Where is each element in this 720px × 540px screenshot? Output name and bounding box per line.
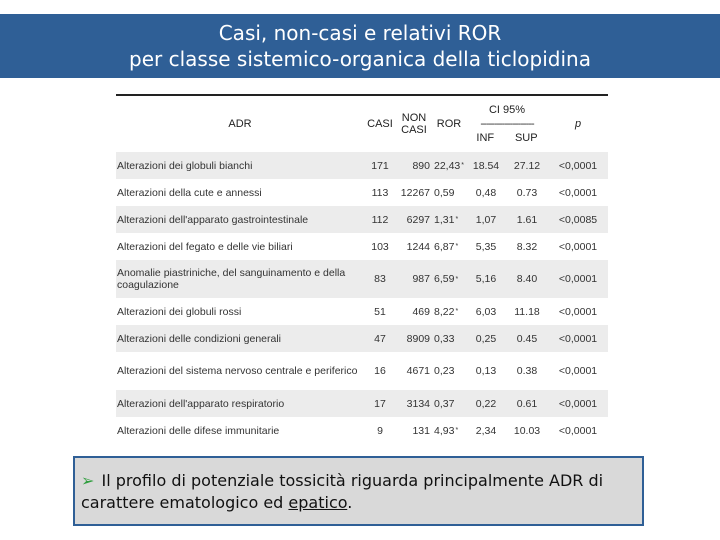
cell-ci-sup-text: 8.32 xyxy=(516,240,538,253)
cell-adr-text: Alterazioni del sistema nervoso centrale e periferico xyxy=(117,365,358,377)
note-text-end: . xyxy=(347,493,353,512)
header-inf: INF xyxy=(476,132,495,144)
cell-ror-text: 0,59 xyxy=(434,186,455,199)
cell-casi xyxy=(364,233,396,260)
cell-non-casi-text: 987 xyxy=(412,273,430,285)
significance-star: * xyxy=(455,427,459,435)
cell-adr-text: Alterazioni delle difese immunitarie xyxy=(117,424,280,437)
cell-non-casi xyxy=(396,298,432,325)
cell-ror-text: 0,37 xyxy=(434,397,455,410)
cell-non-casi-text: 1244 xyxy=(406,240,430,253)
cell-ci-sup-text: 0.45 xyxy=(516,332,538,345)
cell-ci-sup-text: 10.03 xyxy=(513,424,541,437)
table-row xyxy=(116,233,608,260)
cell-ror-text: 6,87 xyxy=(434,240,455,253)
cell-ci-inf xyxy=(466,233,506,260)
cell-casi-text: 9 xyxy=(377,424,383,437)
cell-adr xyxy=(116,352,364,390)
cell-adr-text: Alterazioni del fegato e delle vie biliari xyxy=(117,240,293,253)
cell-ror-text: 1,31 xyxy=(434,213,455,226)
significance-star: * xyxy=(461,162,465,170)
cell-ror xyxy=(432,152,466,179)
cell-adr-text: Alterazioni delle condizioni generali xyxy=(117,332,282,345)
cell-p-value xyxy=(548,179,608,206)
cell-p-value xyxy=(548,390,608,417)
table-row xyxy=(116,390,608,417)
cell-ci-inf-text: 2,34 xyxy=(475,424,497,437)
cell-adr xyxy=(116,390,364,417)
cell-ror-text: 4,93 xyxy=(434,424,455,437)
cell-p-value xyxy=(548,260,608,298)
cell-ror xyxy=(432,179,466,206)
significance-star: * xyxy=(455,275,459,283)
cell-p-value xyxy=(548,417,608,444)
cell-non-casi-text: 131 xyxy=(412,424,430,437)
cell-ci-sup-text: 1.61 xyxy=(516,213,538,226)
table-row xyxy=(116,325,608,352)
table-row xyxy=(116,298,608,325)
cell-p-value xyxy=(548,206,608,233)
cell-ci-inf-text: 1,07 xyxy=(475,213,497,226)
cell-ror xyxy=(432,233,466,260)
cell-ror xyxy=(432,206,466,233)
header-non-line2: CASI xyxy=(401,124,427,136)
cell-p-value xyxy=(548,233,608,260)
cell-non-casi-text: 3134 xyxy=(406,397,430,410)
cell-casi-text: 17 xyxy=(374,397,386,410)
cell-adr xyxy=(116,206,364,233)
cell-ci-inf-text: 0,22 xyxy=(475,397,497,410)
cell-adr xyxy=(116,179,364,206)
cell-non-casi-text: 4671 xyxy=(406,365,430,377)
cell-ci-sup xyxy=(506,390,548,417)
cell-p-value-text: <0,0001 xyxy=(558,159,598,172)
cell-ci-inf-text: 0,48 xyxy=(475,186,497,199)
note-text: Il profilo di potenziale tossicità riguarda principalmente ADR di carattere ematologico ed xyxy=(81,471,604,512)
cell-ci-sup xyxy=(506,152,548,179)
arrow-bullet-icon: ➢ xyxy=(81,471,95,490)
cell-casi-text: 103 xyxy=(371,240,389,253)
note-underlined-word: epatico xyxy=(288,493,348,512)
cell-ci-sup xyxy=(506,233,548,260)
cell-non-casi xyxy=(396,417,432,444)
cell-non-casi-text: 890 xyxy=(412,159,430,172)
cell-ci-sup-text: 27.12 xyxy=(513,159,541,172)
cell-ci-sup-text: 0.61 xyxy=(516,397,538,410)
table-row xyxy=(116,206,608,233)
cell-p-value xyxy=(548,352,608,390)
cell-p-value-text: <0,0001 xyxy=(558,365,598,377)
header-non-line1: NON xyxy=(401,112,427,124)
cell-ci-inf xyxy=(466,260,506,298)
cell-adr-text: Alterazioni dei globuli bianchi xyxy=(117,159,253,172)
cell-ci-inf xyxy=(466,179,506,206)
cell-ci-sup-text: 8.40 xyxy=(516,273,538,285)
cell-casi-text: 51 xyxy=(374,305,386,318)
cell-casi-text: 16 xyxy=(374,365,386,377)
cell-ror xyxy=(432,298,466,325)
cell-ci-inf xyxy=(466,417,506,444)
cell-ci-sup xyxy=(506,352,548,390)
table-row xyxy=(116,417,608,444)
cell-ror xyxy=(432,260,466,298)
cell-non-casi-text: 469 xyxy=(412,305,430,318)
cell-casi xyxy=(364,152,396,179)
header-casi: CASI xyxy=(367,118,393,130)
table-row xyxy=(116,179,608,206)
cell-ci-sup-text: 0.38 xyxy=(516,365,538,377)
cell-non-casi xyxy=(396,390,432,417)
cell-ror-text: 22,43 xyxy=(434,159,461,172)
cell-p-value-text: <0,0001 xyxy=(558,273,598,285)
cell-ror xyxy=(432,390,466,417)
cell-casi-text: 112 xyxy=(371,213,389,226)
cell-ror-text: 0,33 xyxy=(434,332,455,345)
cell-p-value-text: <0,0001 xyxy=(558,305,598,318)
cell-adr xyxy=(116,233,364,260)
cell-non-casi xyxy=(396,325,432,352)
cell-ror-text: 0,23 xyxy=(434,365,455,377)
cell-p-value xyxy=(548,298,608,325)
table-header-row xyxy=(116,96,608,152)
cell-p-value-text: <0,0001 xyxy=(558,332,598,345)
cell-non-casi xyxy=(396,179,432,206)
table-row xyxy=(116,152,608,179)
cell-p-value-text: <0,0001 xyxy=(558,424,598,437)
table-body xyxy=(116,152,608,444)
conclusion-note xyxy=(73,456,644,526)
header-non-casi xyxy=(396,96,432,152)
cell-non-casi xyxy=(396,260,432,298)
adr-table-container xyxy=(116,94,608,444)
cell-adr xyxy=(116,417,364,444)
cell-ror-text: 6,59 xyxy=(434,273,455,285)
cell-ci-sup xyxy=(506,260,548,298)
header-ci-label: CI 95% xyxy=(488,104,526,116)
cell-casi xyxy=(364,325,396,352)
cell-casi-text: 83 xyxy=(374,273,386,285)
cell-ci-inf xyxy=(466,325,506,352)
header-adr: ADR xyxy=(228,118,252,130)
table-row xyxy=(116,260,608,298)
cell-casi-text: 47 xyxy=(374,332,386,345)
cell-casi xyxy=(364,206,396,233)
cell-non-casi xyxy=(396,152,432,179)
cell-ci-inf-text: 5,35 xyxy=(475,240,497,253)
header-sup: SUP xyxy=(514,132,538,144)
cell-adr xyxy=(116,260,364,298)
cell-casi xyxy=(364,390,396,417)
cell-non-casi xyxy=(396,352,432,390)
significance-star: * xyxy=(455,243,459,251)
header-ci xyxy=(466,96,548,152)
cell-non-casi-text: 12267 xyxy=(400,186,430,199)
cell-ci-inf xyxy=(466,152,506,179)
cell-non-casi xyxy=(396,206,432,233)
cell-casi xyxy=(364,352,396,390)
cell-adr-text: Anomalie piastriniche, del sanguinamento e della coagulazione xyxy=(117,267,346,291)
cell-ci-inf-text: 0,13 xyxy=(475,365,497,377)
cell-non-casi-text: 8909 xyxy=(406,332,430,345)
cell-adr-text: Alterazioni dell'apparato gastrointestinale xyxy=(117,213,309,226)
cell-adr xyxy=(116,325,364,352)
cell-ci-inf xyxy=(466,390,506,417)
header-ror: ROR xyxy=(436,118,462,130)
table-row xyxy=(116,352,608,390)
cell-ci-inf-text: 0,25 xyxy=(475,332,497,345)
cell-ror xyxy=(432,352,466,390)
cell-casi xyxy=(364,298,396,325)
cell-adr-text: Alterazioni dei globuli rossi xyxy=(117,305,242,318)
cell-ci-inf-text: 6,03 xyxy=(475,305,497,318)
cell-ci-inf xyxy=(466,298,506,325)
cell-ci-sup-text: 0.73 xyxy=(516,186,538,199)
cell-ror-text: 8,22 xyxy=(434,305,455,318)
adr-table xyxy=(116,96,608,444)
cell-ci-sup-text: 11.18 xyxy=(514,305,540,318)
cell-ci-sup xyxy=(506,206,548,233)
cell-ci-inf xyxy=(466,206,506,233)
cell-ci-sup xyxy=(506,325,548,352)
cell-ci-inf-text: 18.54 xyxy=(472,159,500,172)
cell-adr xyxy=(116,152,364,179)
cell-casi-text: 113 xyxy=(371,186,389,199)
cell-non-casi-text: 6297 xyxy=(406,213,430,226)
slide-title xyxy=(0,14,720,78)
cell-ror xyxy=(432,417,466,444)
cell-p-value-text: <0,0001 xyxy=(558,397,598,410)
cell-casi-text: 171 xyxy=(371,159,389,172)
cell-ci-sup xyxy=(506,417,548,444)
title-line-2: per classe sistemico-organica della ticlopidina xyxy=(129,47,591,71)
cell-p-value-text: <0,0001 xyxy=(558,240,598,253)
cell-ci-inf-text: 5,16 xyxy=(475,273,497,285)
significance-star: * xyxy=(455,216,459,224)
cell-adr xyxy=(116,298,364,325)
cell-p-value-text: <0,0001 xyxy=(558,186,598,199)
cell-non-casi xyxy=(396,233,432,260)
title-line-1: Casi, non-casi e relativi ROR xyxy=(218,21,502,45)
header-ci-dash: -------------------- xyxy=(480,118,534,130)
cell-casi xyxy=(364,260,396,298)
cell-p-value xyxy=(548,152,608,179)
cell-casi xyxy=(364,179,396,206)
cell-ci-sup xyxy=(506,179,548,206)
cell-ci-sup xyxy=(506,298,548,325)
cell-adr-text: Alterazioni della cute e annessi xyxy=(117,186,262,199)
cell-p-value xyxy=(548,325,608,352)
cell-ci-inf xyxy=(466,352,506,390)
cell-ror xyxy=(432,325,466,352)
header-p: p xyxy=(574,118,582,130)
cell-p-value-text: <0,0085 xyxy=(558,213,598,226)
cell-casi xyxy=(364,417,396,444)
cell-adr-text: Alterazioni dell'apparato respiratorio xyxy=(117,397,285,410)
significance-star: * xyxy=(455,308,459,316)
